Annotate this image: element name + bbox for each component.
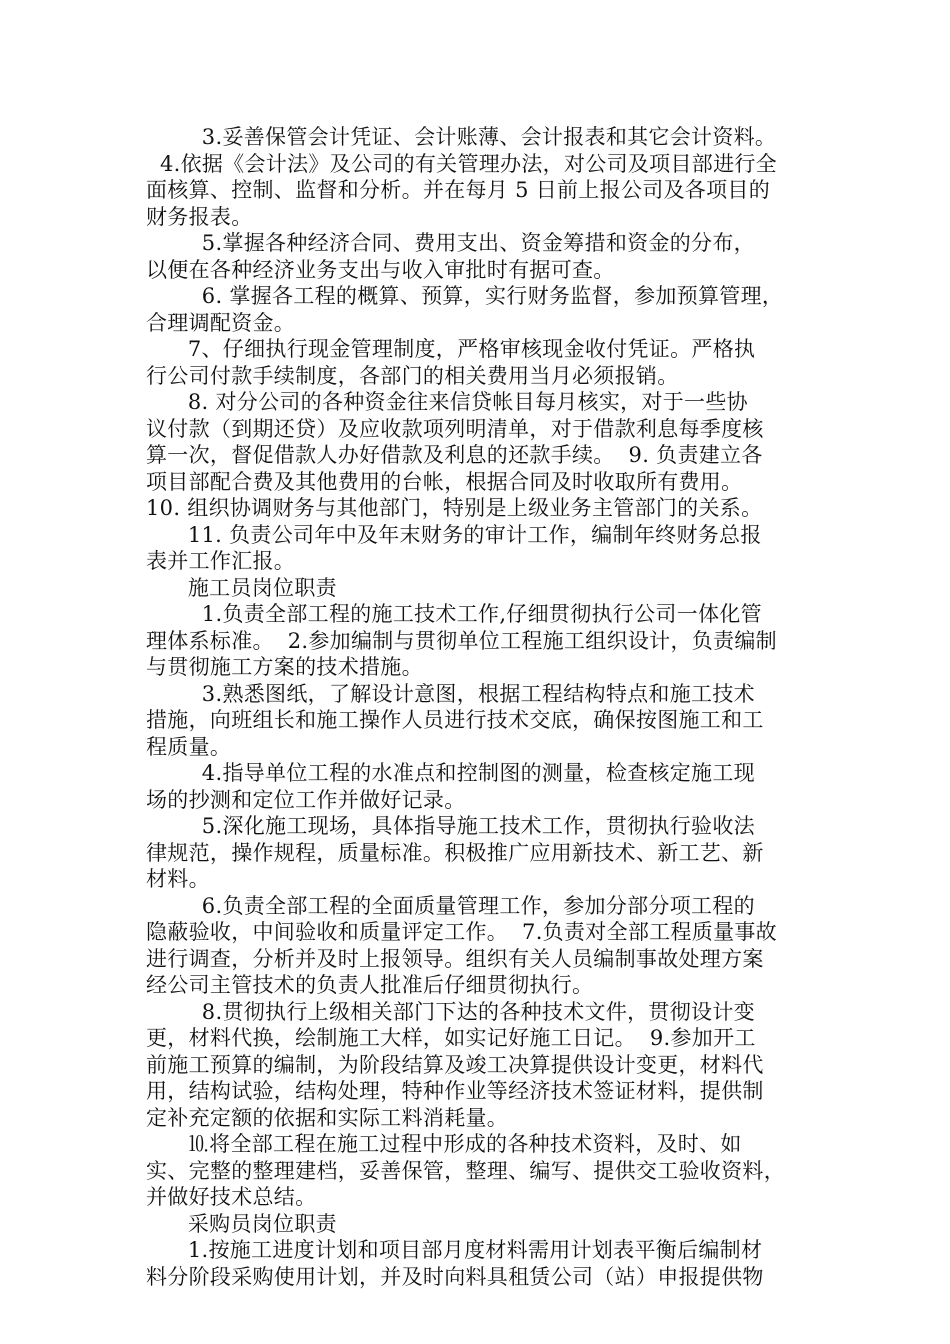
text-line: 并做好技术总结。 xyxy=(146,1185,317,1209)
text-line: 经公司主管技术的负责人批准后仔细贯彻执行。 xyxy=(146,973,594,997)
text-line: 4.依据《会计法》及公司的有关管理办法，对公司及项目部进行全 xyxy=(146,151,777,176)
text-line: 前施工预算的编制，为阶段结算及竣工决算提供设计变更，材料代 xyxy=(146,1052,764,1077)
text-line: 10. 组织协调财务与其他部门，特别是上级业务主管部门的关系。 xyxy=(146,496,763,520)
text-line: 定补充定额的依据和实际工料消耗量。 xyxy=(146,1105,509,1130)
text-line: 材料。 xyxy=(146,867,210,891)
text-line: 行公司付款手续制度，各部门的相关费用当月必须报销。 xyxy=(146,363,679,388)
text-line: 表并工作汇报。 xyxy=(146,549,296,573)
document-body xyxy=(146,124,814,1290)
text-line: 3.妥善保管会计凭证、会计账薄、会计报表和其它会计资料。 xyxy=(146,125,777,149)
text-line: 与贯彻施工方案的技术措施。 xyxy=(146,655,423,679)
text-line: 7、仔细执行现金管理制度，严格审核现金收付凭证。严格执 xyxy=(146,337,756,361)
text-line: ⒑将全部工程在施工过程中形成的各种技术资料，及时、如 xyxy=(146,1132,742,1156)
text-line: 项目部配合费及其他费用的台帐，根据合同及时收取所有费用。 xyxy=(146,469,743,494)
section-heading: 施工员岗位职责 xyxy=(146,575,337,600)
text-line: 合理调配资金。 xyxy=(146,310,296,335)
text-line: 以便在各种经济业务支出与收入审批时有据可查。 xyxy=(146,257,615,282)
text-line: 律规范，操作规程，质量标准。积极推广应用新技术、新工艺、新 xyxy=(146,840,764,865)
text-line: 8. 对分公司的各种资金往来信贷帐目每月核实，对于一些协 xyxy=(146,390,748,414)
text-line: 程质量。 xyxy=(146,734,232,759)
text-line: 1.负责全部工程的施工技术工作,仔细贯彻执行公司一体化管 xyxy=(146,602,762,626)
text-line: 更，材料代换，绘制施工大样，如实记好施工日记。 9.参加开工 xyxy=(146,1026,756,1050)
text-line: 议付款（到期还贷）及应收款项列明清单，对于借款利息每季度核 xyxy=(146,416,764,441)
text-line: 隐蔽验收，中间验收和质量评定工作。 7.负责对全部工程质量事故 xyxy=(146,920,777,944)
text-line: 面核算、控制、监督和分析。并在每月 5 日前上报公司及各项目的 xyxy=(146,178,771,202)
text-line: 用，结构试验，结构处理，特种作业等经济技术签证材料，提供制 xyxy=(146,1079,764,1103)
text-line: 进行调查，分析并及时上报领导。组织有关人员编制事故处理方案 xyxy=(146,946,764,971)
text-line: 料分阶段采购使用计划，并及时向料具租赁公司（站）申报提供物 xyxy=(146,1264,764,1289)
text-line: 算一次，督促借款人办好借款及利息的还款手续。 9. 负责建立各 xyxy=(146,443,763,467)
section-heading: 采购员岗位职责 xyxy=(146,1211,337,1236)
text-line: 理体系标准。 2.参加编制与贯彻单位工程施工组织设计，负责编制 xyxy=(146,628,777,653)
text-line: 5.深化施工现场，具体指导施工技术工作，贯彻执行验收法 xyxy=(146,814,755,838)
text-line: 3.熟悉图纸，了解设计意图，根据工程结构特点和施工技术 xyxy=(146,681,755,706)
text-line: 1.按施工进度计划和项目部月度材料需用计划表平衡后编制材 xyxy=(146,1238,763,1262)
text-line: 6.负责全部工程的全面质量管理工作，参加分部分项工程的 xyxy=(146,893,755,918)
text-line: 5.掌握各种经济合同、费用支出、资金筹措和资金的分布， xyxy=(146,231,755,255)
text-line: 8.贯彻执行上级相关部门下达的各种技术文件，贯彻设计变 xyxy=(146,999,755,1024)
text-line: 4.指导单位工程的水准点和控制图的测量，检查核定施工现 xyxy=(146,761,755,785)
text-line: 11. 负责公司年中及年末财务的审计工作，编制年终财务总报 xyxy=(146,522,762,547)
text-line: 6. 掌握各工程的概算、预算，实行财务监督，参加预算管理， xyxy=(146,284,784,308)
text-line: 财务报表。 xyxy=(146,204,253,229)
text-line: 措施，向班组长和施工操作人员进行技术交底，确保按图施工和工 xyxy=(146,708,764,732)
text-line: 实、完整的整理建档，妥善保管，整理、编写、提供交工验收资料， xyxy=(146,1158,785,1183)
text-line: 场的抄测和定位工作并做好记录。 xyxy=(146,787,466,812)
